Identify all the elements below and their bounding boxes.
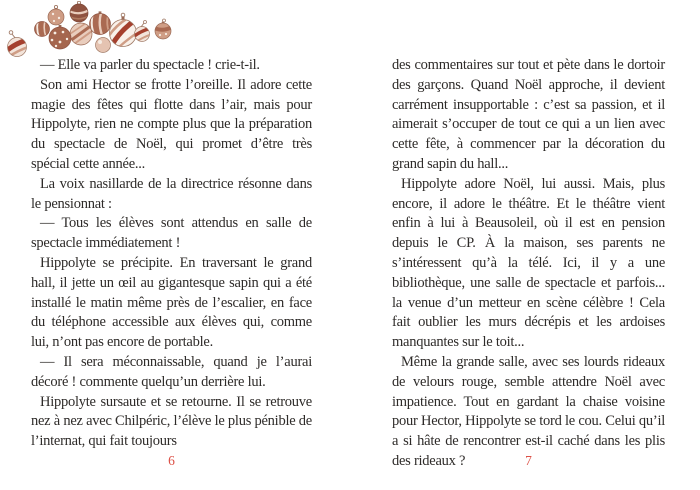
page-right-text (392, 56, 665, 472)
ornament-bauble (35, 21, 50, 37)
page-left-text (31, 56, 312, 452)
dialogue-paragraph: — Elle va parler du spectacle ! crie-t-il. (40, 57, 260, 73)
dialogue-paragraph: — Tous les élèves sont attendus en salle de spectacle immédiatement ! (31, 215, 312, 252)
ornament-bauble (133, 21, 152, 44)
ornament-bauble (5, 31, 31, 59)
page-number-right: 7 (525, 453, 532, 468)
ornament-bauble (154, 19, 172, 39)
dialogue-paragraph: — Il sera méconnaissable, quand je l’aurai décoré ! commente quelqu’un derrière lui. (31, 353, 312, 390)
ornament-bauble (69, 1, 89, 22)
body-paragraph: des commentaires sur tout et pète dans le dortoir des garçons. Quand Noël approche, il devient carrément insupportable : c’est sa passion, et il aimerait s’occuper de tout ce qui a un lien avec cette fête, à commencer par la décoration du grand sapin du hall... (392, 57, 665, 172)
body-paragraph: Hippolyte adore Noël, lui aussi. Mais, plus encore, il adore le théâtre. Et le théâtre vient enfin à lui à Beausoleil, où il est en pension depuis le CP. À la maison, ses parents ne s’intéressent qu’à la télé. Ici, il y a une bibliothèque, une salle de spectacle et parfois... la venue d’un metteur en scène célèbre ! Cela fait oublier les murs décrépis et les ardoises manquantes sur le toit... (392, 175, 665, 351)
body-paragraph: Hippolyte se précipite. En traversant le grand hall, il jette un œil au gigantesque sapin qui a été installé le matin même près de l’escalier, en face du téléphone accessible aux élèves qui, comme lui, n’ont pas encore de portable. (31, 254, 312, 351)
ornament-bauble (48, 5, 64, 25)
christmas-ornaments-illustration (4, 1, 176, 63)
body-paragraph: La voix nasillarde de la directrice résonne dans le pensionnat : (31, 175, 312, 212)
page-number-left: 6 (168, 453, 175, 468)
body-paragraph: Hippolyte sursaute et se retourne. Il se retrouve nez à nez avec Chilpéric, l’élève le plus pénible de l’internat, qui fait toujours (31, 393, 312, 450)
body-paragraph: Même la grande salle, avec ses lourds rideaux de velours rouge, semble attendre Noël avec impatience. Tout en gardant la chaise voisine pour Hector, Hippolyte se tord le cou. Celui qu’il a si hâte de rencontrer est-il caché dans les plis des rideaux ? (392, 353, 665, 469)
ornament-bauble (90, 11, 111, 35)
ornament-bauble (49, 25, 71, 49)
ornament-bauble (96, 38, 111, 53)
ornament-bauble (70, 19, 92, 47)
body-paragraph: Son ami Hector se frotte l’oreille. Il adore cette magie des fêtes qui flotte dans l’air, mais pour Hippolyte, rien ne compte plus que la préparation du spectacle de Noël, qui promet d’être très spécial cette année... (31, 76, 312, 172)
ornament-bauble (108, 13, 137, 47)
